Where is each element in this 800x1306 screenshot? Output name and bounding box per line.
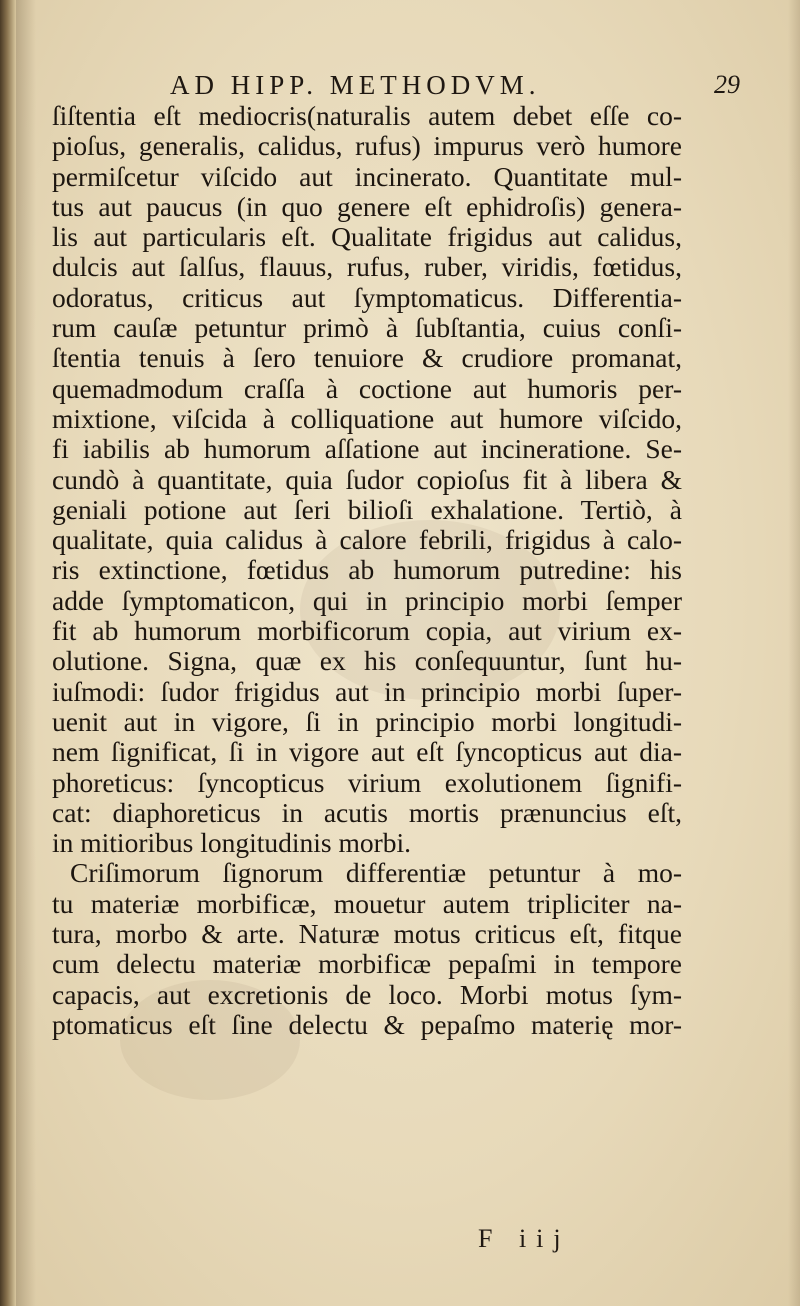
text-line: cundò à quantitate, quia ſudor copioſus fit à libera & <box>52 463 682 495</box>
text-line: adde ſymptomaticon, qui in principio morbi ſemper <box>52 584 682 616</box>
text-line: capacis, aut excretionis de loco. Morbi motus ſym- <box>52 978 682 1010</box>
text-line: tura, morbo & arte. Naturæ motus criticus eſt, fitque <box>52 918 682 950</box>
text-line: permiſcetur viſcido aut incinerato. Quantitate mul- <box>52 160 682 192</box>
page-header <box>170 68 740 102</box>
book-spine-shadow <box>0 0 16 1306</box>
text-line: lis aut particularis eſt. Qualitate frigidus aut calidus, <box>52 221 682 253</box>
text-line: pioſus, generalis, calidus, rufus) impurus verò humore <box>52 130 682 162</box>
text-line: nem ſignificat, ſi in vigore aut eſt ſyncopticus aut dia- <box>52 736 682 768</box>
text-line: mixtione, viſcida à colliquatione aut humore viſcido, <box>52 402 682 434</box>
signature-mark: F iij <box>478 1224 571 1253</box>
page-edge-shadow <box>788 0 800 1306</box>
text-line: cum delectu materiæ morbificæ pepaſmi in tempore <box>52 948 682 980</box>
text-line: odoratus, criticus aut ſymptomaticus. Differentia- <box>52 281 682 313</box>
text-line: rum cauſæ petuntur primò à ſubſtantia, cuius conſi- <box>52 312 682 344</box>
text-line: tus aut paucus (in quo genere eſt ephidroſis) genera- <box>52 190 682 222</box>
text-line: tu materiæ morbificæ, mouetur autem tripliciter na- <box>52 887 682 919</box>
text-line: phoreticus: ſyncopticus virium exolutionem ſignifi- <box>52 766 682 798</box>
text-line: ptomaticus eſt ſine delectu & pepaſmo materię mor- <box>52 1008 682 1040</box>
running-head: AD HIPP. METHODVM. <box>170 70 541 100</box>
text-line: fi iabilis ab humorum aſſatione aut incineratione. Se- <box>52 433 682 465</box>
page-number: 29 <box>714 70 740 99</box>
text-line: dulcis aut ſalſus, flauus, rufus, ruber, viridis, fœtidus, <box>52 251 682 283</box>
text-line: cat: diaphoreticus in acutis mortis prænuncius eſt, <box>52 796 682 828</box>
paragraph-start-line: Criſimorum ſignorum differentiæ petuntur à mo- <box>70 857 682 889</box>
text-line: in mitioribus longitudinis morbi. <box>52 827 412 859</box>
text-line: quemadmodum craſſa à coctione aut humoris per- <box>52 372 682 404</box>
text-line: iuſmodi: ſudor frigidus aut in principio morbi ſuper- <box>52 675 682 707</box>
text-line: qualitate, quia calidus à calore febrili, frigidus à calo- <box>52 524 682 556</box>
text-line: uenit aut in vigore, ſi in principio morbi longitudi- <box>52 705 682 737</box>
text-line: ſiſtentia eſt mediocris(naturalis autem debet eſſe co- <box>52 100 682 131</box>
body-text <box>52 101 682 1040</box>
text-line: geniali potione aut ſeri bilioſi exhalatione. Tertiò, à <box>52 493 682 525</box>
text-line: ris extinctione, fœtidus ab humorum putredine: his <box>52 554 682 586</box>
text-line: fit ab humorum morbificorum copia, aut virium ex- <box>52 615 682 647</box>
text-line: ſtentia tenuis à ſero tenuiore & crudiore promanat, <box>52 342 682 374</box>
gutter-shadow <box>16 0 36 1306</box>
text-line: olutione. Signa, quæ ex his conſequuntur, ſunt hu- <box>52 645 682 677</box>
